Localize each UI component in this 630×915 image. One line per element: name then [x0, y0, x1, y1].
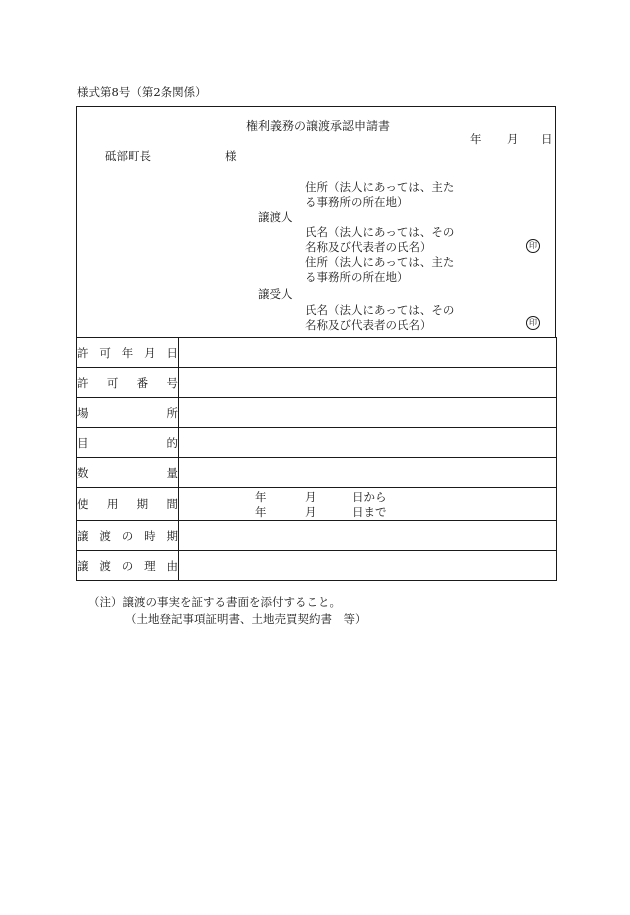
usage-period-label: 使用期間 — [77, 488, 179, 521]
assignee-address-line1: 住所（法人にあっては、主た — [305, 255, 455, 269]
permit-date-field[interactable] — [179, 338, 557, 368]
assignor-role-label: 譲渡人 — [258, 210, 293, 224]
quantity-field[interactable] — [179, 458, 557, 488]
permit-number-field[interactable] — [179, 368, 557, 398]
period-from-year: 年 — [255, 490, 267, 504]
date-day-label: 日 — [541, 132, 553, 146]
form-number-label: 様式第8号（第2条関係） — [77, 85, 207, 99]
document-title: 権利義務の譲渡承認申請書 — [246, 119, 391, 133]
table-row — [77, 551, 557, 581]
permit-date-label: 許可年月日 — [77, 338, 179, 368]
addressee: 砥部町長 — [105, 149, 151, 163]
assignor-address-line1: 住所（法人にあっては、主た — [305, 180, 455, 194]
purpose-field[interactable] — [179, 428, 557, 458]
assignee-name-line2: 名称及び代表者の氏名） — [305, 318, 432, 332]
transfer-timing-field[interactable] — [179, 521, 557, 551]
permit-number-label: 許可番号 — [77, 368, 179, 398]
table-row — [77, 368, 557, 398]
table-row — [77, 488, 557, 521]
date-year-label: 年 — [470, 132, 482, 146]
attachment-note: （注）譲渡の事実を証する書面を添付すること。 — [88, 595, 341, 609]
transfer-timing-label: 譲渡の時期 — [77, 521, 179, 551]
table-row — [77, 398, 557, 428]
assignor-name-line2: 名称及び代表者の氏名） — [305, 240, 432, 254]
assignee-seal-mark: 印 — [526, 316, 540, 330]
assignee-address-line2: る事務所の所在地） — [305, 270, 409, 284]
quantity-label: 数量 — [77, 458, 179, 488]
assignee-role-label: 譲受人 — [258, 287, 293, 301]
assignor-address-line2: る事務所の所在地） — [305, 195, 409, 209]
transfer-reason-label: 譲渡の理由 — [77, 551, 179, 581]
table-row — [77, 521, 557, 551]
transfer-reason-field[interactable] — [179, 551, 557, 581]
addressee-honorific: 様 — [225, 149, 237, 163]
application-details-table — [76, 337, 557, 581]
table-row — [77, 458, 557, 488]
period-to-day: 日まで — [352, 505, 387, 519]
usage-period-field[interactable] — [179, 488, 557, 521]
date-month-label: 月 — [507, 132, 519, 146]
attachment-examples-note: （土地登記事項証明書、土地売買契約書 等） — [125, 612, 367, 626]
location-field[interactable] — [179, 398, 557, 428]
purpose-label: 目的 — [77, 428, 179, 458]
assignor-seal-mark: 印 — [526, 239, 540, 253]
period-to-month: 月 — [305, 505, 317, 519]
location-label: 場所 — [77, 398, 179, 428]
table-row — [77, 338, 557, 368]
period-from-day: 日から — [352, 490, 387, 504]
period-from-month: 月 — [305, 490, 317, 504]
assignor-name-line1: 氏名（法人にあっては、その — [305, 225, 455, 239]
table-row — [77, 428, 557, 458]
assignee-name-line1: 氏名（法人にあっては、その — [305, 303, 455, 317]
period-to-year: 年 — [255, 505, 267, 519]
